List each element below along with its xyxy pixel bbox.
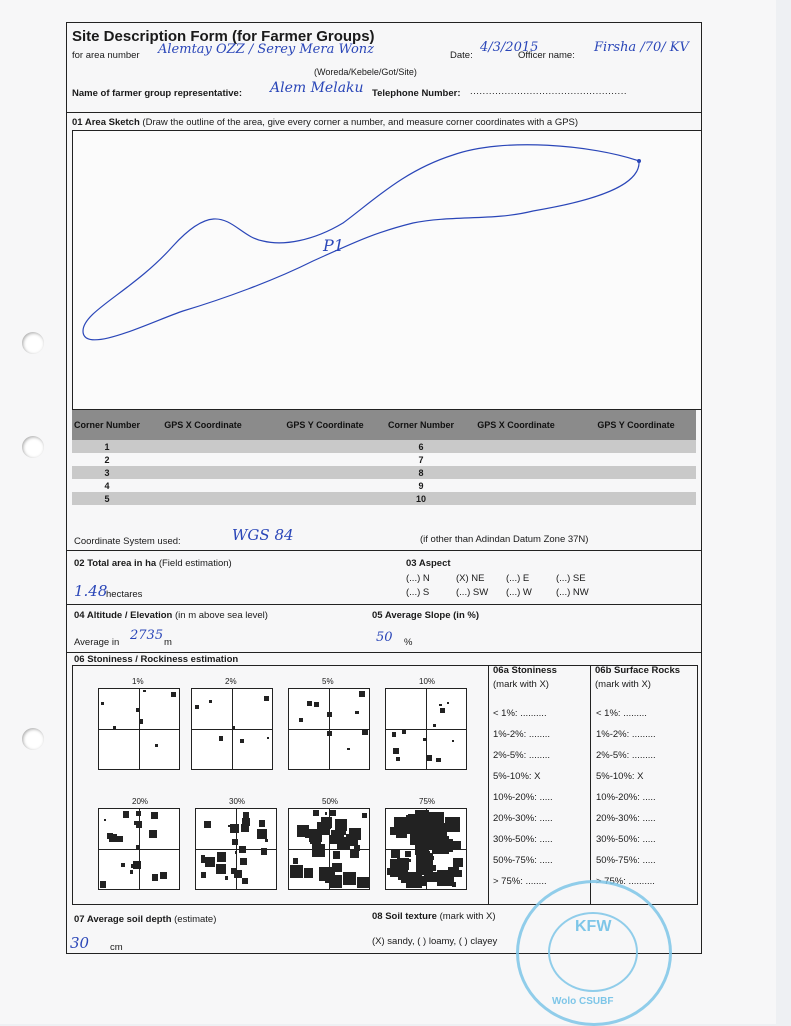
stone-mark <box>104 819 106 821</box>
coordinate-system-note: (if other than Adindan Datum Zone 37N) <box>420 534 589 545</box>
stone-mark <box>259 820 265 826</box>
stone-mark <box>109 834 117 842</box>
stone-mark <box>337 837 350 850</box>
stoniness-percent-label: 5% <box>322 677 334 686</box>
gps-y-cell[interactable] <box>576 492 696 505</box>
stoniness-option[interactable]: 5%-10%: X <box>493 771 541 782</box>
stone-mark <box>242 818 250 826</box>
stone-mark <box>427 812 444 829</box>
stone-mark <box>402 730 406 734</box>
stone-mark <box>349 832 357 840</box>
stone-mark <box>314 702 319 707</box>
divider <box>590 665 591 905</box>
stone-mark <box>387 868 394 875</box>
punch-hole <box>22 332 44 354</box>
stone-mark <box>160 872 167 879</box>
stone-mark <box>240 739 244 743</box>
stone-mark <box>152 874 159 881</box>
gps-x-cell[interactable] <box>142 440 264 453</box>
altitude-unit: m <box>164 637 172 648</box>
area-number-label: for area number <box>72 50 140 61</box>
stone-mark <box>330 810 336 816</box>
stone-mark <box>171 692 176 697</box>
stone-mark <box>143 690 145 692</box>
stoniness-reference-grid <box>98 808 180 890</box>
stoniness-col-title: 06a Stoniness <box>493 665 557 676</box>
slope-value[interactable]: 50 <box>376 630 393 645</box>
stoniness-option[interactable]: 2%-5%: ........ <box>493 750 551 761</box>
stone-mark <box>343 872 356 885</box>
stone-mark <box>130 870 134 874</box>
stone-mark <box>117 836 123 842</box>
gps-table <box>72 410 696 505</box>
stone-mark <box>415 840 429 854</box>
stoniness-reference-grid <box>385 808 467 890</box>
stone-mark <box>240 858 248 866</box>
stoniness-option[interactable]: 30%-50%: ..... <box>493 834 553 845</box>
surface-rocks-option[interactable]: 30%-50%: ..... <box>596 834 656 845</box>
surface-rocks-option[interactable]: 10%-20%: ..... <box>596 792 656 803</box>
altitude-heading: 04 Altitude / Elevation (in m above sea level) <box>74 610 268 621</box>
stone-mark <box>151 812 158 819</box>
gps-y-cell[interactable] <box>576 466 696 479</box>
soil-depth-unit: cm <box>110 942 123 953</box>
col-header-y: GPS Y Coordinate <box>264 410 386 440</box>
divider <box>66 604 702 605</box>
gps-x-cell[interactable] <box>142 453 264 466</box>
gps-y-cell[interactable] <box>576 440 696 453</box>
date-value[interactable]: 4/3/2015 <box>480 40 539 55</box>
stone-mark <box>264 696 269 701</box>
aspect-option-sw[interactable]: (...) SW <box>456 587 489 598</box>
stoniness-heading: 06 Stoniness / Rockiness estimation <box>74 654 239 665</box>
gps-x-cell[interactable] <box>456 466 576 479</box>
stone-mark <box>313 810 319 816</box>
corner-number: 1 <box>72 440 142 453</box>
stoniness-reference-grid <box>288 808 370 890</box>
stone-mark <box>216 864 225 873</box>
gps-y-cell[interactable] <box>576 479 696 492</box>
total-area-unit: hectares <box>106 589 143 600</box>
stone-mark <box>338 827 346 835</box>
stone-mark <box>325 812 327 814</box>
stoniness-option[interactable]: 1%-2%: ........ <box>493 729 551 740</box>
punch-hole <box>22 728 44 750</box>
surface-rocks-option[interactable]: 2%-5%: ......... <box>596 750 656 761</box>
stone-mark <box>330 875 343 888</box>
stoniness-reference-grid <box>195 808 277 890</box>
form-title: Site Description Form (for Farmer Groups) <box>72 28 375 45</box>
stone-mark <box>267 737 270 740</box>
representative-label: Name of farmer group representative: <box>72 88 242 99</box>
stone-mark <box>436 758 441 763</box>
gps-x-cell[interactable] <box>456 440 576 453</box>
slope-unit: % <box>404 637 413 648</box>
stoniness-percent-label: 2% <box>225 677 237 686</box>
stone-mark <box>396 757 400 761</box>
stoniness-col-note: (mark with X) <box>493 679 549 690</box>
stone-mark <box>453 858 462 867</box>
gps-x-cell[interactable] <box>142 466 264 479</box>
date-label: Date: <box>450 50 473 61</box>
stone-mark <box>433 724 436 727</box>
corner-number: 3 <box>72 466 142 479</box>
gps-x-cell[interactable] <box>142 479 264 492</box>
aspect-option-s[interactable]: (...) S <box>406 587 430 598</box>
stone-mark <box>440 708 445 713</box>
corner-number: 6 <box>386 440 456 453</box>
stone-mark <box>362 813 367 818</box>
stone-mark <box>299 718 303 722</box>
stone-mark <box>290 865 303 878</box>
stone-mark <box>225 876 228 879</box>
parcel-label: P1 <box>323 236 344 255</box>
stoniness-option[interactable]: < 1%: .......... <box>493 708 547 719</box>
stone-mark <box>201 872 207 878</box>
stone-mark <box>123 811 130 818</box>
stoniness-percent-label: 30% <box>229 797 246 806</box>
stone-mark <box>332 863 342 873</box>
aspect-option-nw[interactable]: (...) NW <box>556 587 589 598</box>
stoniness-reference-grid <box>191 688 273 770</box>
stone-mark <box>228 825 230 827</box>
table-row <box>72 492 696 505</box>
aspect-option-w[interactable]: (...) W <box>506 587 532 598</box>
stone-mark <box>265 839 268 842</box>
col-header-corner: Corner Number <box>72 410 142 440</box>
stoniness-reference-grid <box>288 688 370 770</box>
corner-number: 4 <box>104 480 110 491</box>
representative-value[interactable]: Alem Melaku <box>270 80 364 96</box>
stone-mark <box>121 863 125 867</box>
stone-mark <box>201 855 205 859</box>
stone-mark <box>149 830 157 838</box>
stone-mark <box>333 851 340 858</box>
soil-texture-options[interactable]: (X) sandy, ( ) loamy, ( ) clayey <box>372 936 498 947</box>
stamp-text-top: KFW <box>575 918 612 935</box>
stone-mark <box>396 827 407 838</box>
stone-mark <box>312 844 324 856</box>
surface-rocks-option[interactable]: 1%-2%: ......... <box>596 729 656 740</box>
stone-mark <box>100 881 107 888</box>
officer-value[interactable]: Firsha /70/ KV <box>594 40 689 55</box>
table-row <box>72 466 696 479</box>
stoniness-reference-grid <box>98 688 180 770</box>
stoniness-reference-grid <box>385 688 467 770</box>
stone-mark <box>439 704 442 707</box>
col-header-x: GPS X Coordinate <box>142 410 264 440</box>
stone-mark <box>155 744 158 747</box>
corner-number: 7 <box>418 454 424 465</box>
stoniness-percent-label: 20% <box>132 797 149 806</box>
location-subtitle: (Woreda/Kebele/Got/Site) <box>314 67 417 77</box>
stoniness-option[interactable]: 50%-75%: ..... <box>493 855 553 866</box>
gps-y-cell[interactable] <box>264 440 386 453</box>
total-area-heading: 02 Total area in ha (Field estimation) <box>74 558 232 569</box>
total-area-value[interactable]: 1.48 <box>74 582 108 600</box>
surface-rocks-option[interactable]: 50%-75%: ..... <box>596 855 656 866</box>
stoniness-option[interactable]: 10%-20%: ..... <box>493 792 553 803</box>
altitude-value[interactable]: 2735 <box>130 628 164 643</box>
stone-mark <box>406 872 422 888</box>
table-row <box>72 453 696 466</box>
gps-y-cell[interactable] <box>264 453 386 466</box>
surface-rocks-option[interactable]: 20%-30%: ..... <box>596 813 656 824</box>
gps-x-cell[interactable] <box>456 492 576 505</box>
gps-y-cell[interactable] <box>576 453 696 466</box>
corner-number: 9 <box>418 480 424 491</box>
divider <box>66 550 702 551</box>
stone-mark <box>357 877 368 888</box>
gps-y-cell[interactable] <box>264 492 386 505</box>
divider <box>66 112 702 113</box>
stoniness-option[interactable]: 20%-30%: ..... <box>493 813 553 824</box>
divider <box>488 665 489 905</box>
stone-mark <box>405 818 421 834</box>
stone-mark <box>257 829 267 839</box>
stone-mark <box>310 833 321 844</box>
corner-number: 8 <box>386 466 456 479</box>
stone-mark <box>131 864 135 868</box>
stone-mark <box>355 711 358 714</box>
col-header-x: GPS X Coordinate <box>456 410 576 440</box>
stoniness-percent-label: 1% <box>132 677 144 686</box>
corner-number: 5 <box>72 492 142 505</box>
gps-x-cell[interactable] <box>456 453 576 466</box>
soil-depth-value[interactable]: 30 <box>70 934 90 952</box>
gps-x-cell[interactable] <box>142 492 264 505</box>
corner-number: 2 <box>104 454 110 465</box>
stone-mark <box>405 851 411 857</box>
officer-label: Officer name: <box>518 50 575 61</box>
col-header-corner: Corner Number <box>386 410 456 440</box>
surface-rocks-col-note: (mark with X) <box>595 679 651 690</box>
slope-heading: 05 Average Slope (in %) <box>372 610 479 621</box>
surface-rocks-option[interactable]: > 75%: .......... <box>596 876 655 887</box>
stone-mark <box>293 858 299 864</box>
telephone-value[interactable]: .................................................. <box>470 86 627 97</box>
stone-mark <box>195 705 199 709</box>
stone-mark <box>234 870 242 878</box>
stone-mark <box>242 878 248 884</box>
stoniness-percent-label: 75% <box>419 797 436 806</box>
stoniness-percent-label: 10% <box>419 677 436 686</box>
aspect-heading: 03 Aspect <box>406 558 451 569</box>
stamp-text-bottom: Wolo CSUBF <box>552 996 614 1007</box>
area-outline-drawing <box>73 131 701 409</box>
soil-texture-heading: 08 Soil texture (mark with X) <box>372 911 496 922</box>
stone-mark <box>455 870 462 877</box>
stoniness-option[interactable]: > 75%: ........ <box>493 876 547 887</box>
stone-mark <box>219 736 223 740</box>
coordinate-system-value[interactable]: WGS 84 <box>232 526 294 544</box>
stone-mark <box>445 817 461 833</box>
punch-hole <box>22 436 44 458</box>
stone-mark <box>392 732 397 737</box>
soil-depth-heading: 07 Average soil depth (estimate) <box>74 914 217 925</box>
stone-mark <box>359 691 365 697</box>
gps-y-cell[interactable] <box>264 466 386 479</box>
stone-mark <box>307 701 312 706</box>
altitude-prefix: Average in <box>74 637 120 648</box>
aspect-option-n[interactable]: (...) N <box>406 573 430 584</box>
stone-mark <box>304 868 313 877</box>
col-header-y: GPS Y Coordinate <box>576 410 696 440</box>
stone-mark <box>101 702 104 705</box>
stone-mark <box>397 858 410 871</box>
stone-mark <box>393 748 399 754</box>
gps-y-cell[interactable] <box>264 479 386 492</box>
stone-mark <box>431 856 435 860</box>
stone-mark <box>447 702 449 704</box>
stone-mark <box>452 882 457 887</box>
stone-mark <box>230 824 239 833</box>
corner-number: 10 <box>386 492 456 505</box>
surface-rocks-col-title: 06b Surface Rocks <box>595 665 681 676</box>
divider <box>66 652 702 653</box>
table-row <box>72 479 696 492</box>
stone-mark <box>217 852 226 861</box>
stone-mark <box>204 821 211 828</box>
stoniness-percent-label: 50% <box>322 797 339 806</box>
gps-x-cell[interactable] <box>456 479 576 492</box>
aspect-option-ne[interactable]: (X) NE <box>456 573 485 584</box>
stone-mark <box>452 740 454 742</box>
aspect-option-se[interactable]: (...) SE <box>556 573 586 584</box>
stone-mark <box>205 857 215 867</box>
sketch-heading: 01 Area Sketch (Draw the outline of the area, give every corner a number, and measure corner coordinates with a GPS) <box>72 117 579 128</box>
telephone-label: Telephone Number: <box>372 88 461 99</box>
coordinate-system-label: Coordinate System used: <box>74 536 181 547</box>
surface-rocks-option[interactable]: < 1%: ......... <box>596 708 647 719</box>
surface-rocks-option[interactable]: 5%-10%: X <box>596 771 644 782</box>
aspect-option-e[interactable]: (...) E <box>506 573 530 584</box>
table-row <box>72 440 696 453</box>
area-number-value[interactable]: Alemtay OZZ / Serey Mera Wonz <box>158 42 374 57</box>
stone-mark <box>209 700 212 703</box>
area-sketch-box[interactable] <box>72 130 702 410</box>
stone-mark <box>347 748 349 750</box>
